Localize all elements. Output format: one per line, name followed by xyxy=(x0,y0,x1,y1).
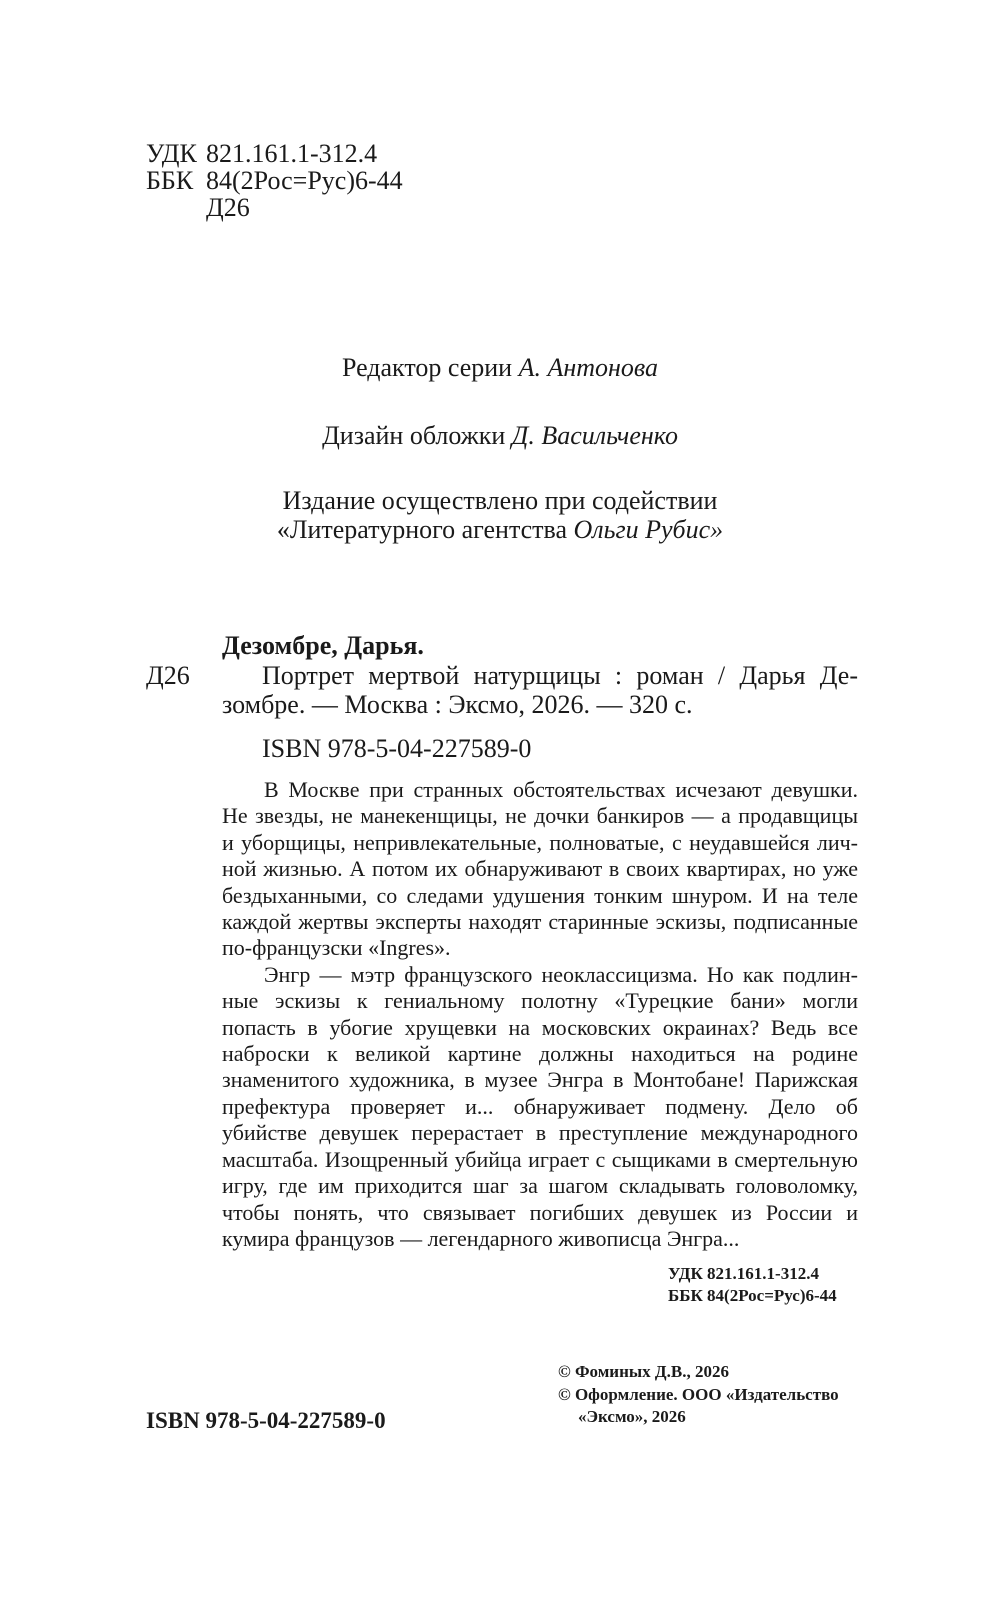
cover-design-name: Д. Васильченко xyxy=(511,421,678,450)
bbk-label: ББК xyxy=(146,166,194,195)
description-line-2: зомбре. — Москва : Эксмо, 2026. — 320 с. xyxy=(222,690,693,719)
footer-udk: УДК 821.161.1-312.4 xyxy=(668,1264,819,1283)
footer-isbn: ISBN 978-5-04-227589-0 xyxy=(146,1408,386,1433)
series-editor-name: А. Антонова xyxy=(518,353,659,382)
series-editor-role: Редактор серии xyxy=(341,353,513,382)
agency-line-2 xyxy=(0,514,1000,546)
cover-design-credit xyxy=(0,420,1000,452)
annotation-paragraph-2: Энгр — мэтр французского неоклассицизма. Но как подлинные эскизы к гениальному полотну «Турецкие бани» могли попасть в убогие хрущевки на московских окраинах? Ведь все наброски к великой картине должны находиться на родине знаменитого художника, в музее Энгра в Монтобане! Парижская префектура проверяет и... обнаруживает подмену. Дело об убийстве девушек перерастает в преступление международного масштаба. Изощренный убийца играет с сыщиками в смертельную игру, где им приходится шаг за шагом складывать головоломку, чтобы понять, что связывает погибших девушек из России и кумира французов — легендарного живописца Энгра... xyxy=(222,961,858,1251)
author-mark: Д26 xyxy=(146,661,190,690)
bbk-code xyxy=(146,165,403,197)
copyright-design-line-2: «Эксмо», 2026 xyxy=(578,1407,686,1426)
annotation xyxy=(222,777,858,1252)
copyright-author: © Фоминых Д.В., 2026 xyxy=(558,1362,729,1381)
annotation-paragraph-1: В Москве при странных обстоятельствах исчезают девушки. Не звезды, не манекенщицы, не дочки банкиров — а продавщицы и уборщицы, непривлекательные, полноватые, с неудавшейся личной жизнью. А потом их обнаруживают в своих квартирах, но уже бездыханными, со следами удушения тонким шнуром. И на теле каждой жертвы эксперты находят старинные эскизы, подписанные по-французски «Ingres». xyxy=(222,777,858,961)
agency-name: Ольги Рубис» xyxy=(573,515,724,544)
agency-line-1: Издание осуществлено при содействии xyxy=(282,486,718,515)
catalog-isbn: ISBN 978-5-04-227589-0 xyxy=(262,734,532,763)
copyright-design-line-1: © Оформление. ООО «Издательство xyxy=(558,1385,839,1404)
bbk-value: 84(2Рос=Рус)6-44 xyxy=(206,166,403,195)
series-editor-credit xyxy=(0,352,1000,384)
udk-value: 821.161.1-312.4 xyxy=(206,139,378,168)
author-heading: Дезомбре, Дарья. xyxy=(222,631,424,660)
agency-line-2-prefix: «Литературного агентства xyxy=(276,515,567,544)
description-line-1: Портрет мертвой натурщицы : роман / Дарья Де- xyxy=(262,661,858,690)
cover-design-role: Дизайн обложки xyxy=(322,421,506,450)
author-mark-top: Д26 xyxy=(206,193,250,222)
footer-bbk: ББК 84(2Рос=Рус)6-44 xyxy=(668,1286,837,1305)
udk-label: УДК xyxy=(146,139,197,168)
